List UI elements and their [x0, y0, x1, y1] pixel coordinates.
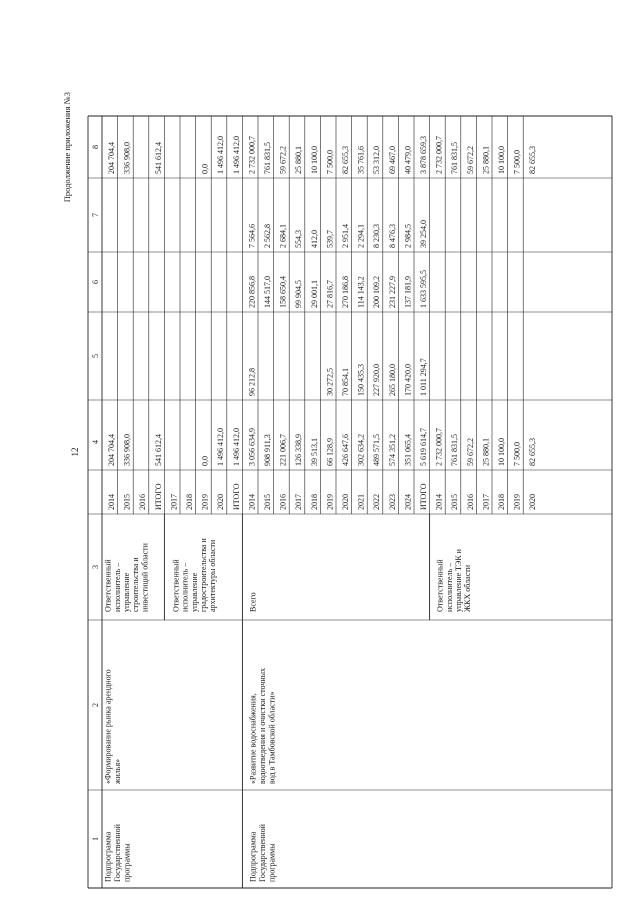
subprogram1-col1-line: Подпрограмма — [103, 831, 113, 882]
sp2-row-11-col4: 5 619 614,7 — [419, 428, 428, 466]
sp2-row-6-col8: 82 655,3 — [341, 146, 350, 174]
sp2-row-2-year: 2016 — [278, 494, 288, 510]
sp2-row-1-col7: 2 562,8 — [263, 224, 272, 248]
sp2-row-6-col7: 2 951,4 — [341, 224, 350, 248]
sp1-row-8-col8: 1 496 412,0 — [231, 136, 241, 174]
sp1-row-7-year: 2020 — [216, 494, 226, 510]
sp1-row-6-col4: 0,0 — [200, 456, 210, 466]
sp2-row-10-col5: 170 420,0 — [403, 364, 413, 396]
sp2-row-10-col8: 40 479,0 — [403, 146, 413, 174]
column-number-6: 6 — [91, 280, 100, 284]
sp2-row-7-year: 2021 — [356, 494, 366, 510]
sp2-row-12-col8: 2 732 000,7 — [434, 136, 444, 174]
sp1-row-8-year: ИТОГО — [231, 483, 241, 510]
sp2-row-14-year: 2016 — [465, 494, 475, 510]
sp2-row-7-col5: 150 435,3 — [356, 364, 366, 396]
sp2-row-18-col4: 82 655,3 — [528, 438, 538, 466]
subprogram2-col1-line: программы — [267, 843, 277, 882]
column-number-5: 5 — [91, 354, 100, 358]
sp2-row-9-col4: 574 351,2 — [387, 434, 397, 466]
executor-construction-line: управление — [122, 572, 131, 612]
sp2-row-14-col8: 59 672,2 — [465, 146, 475, 174]
sp2-row-10-col6: 137 181,9 — [403, 276, 413, 308]
sp2-row-5-col6: 27 816,7 — [325, 280, 335, 308]
sp2-row-3-col6: 99 904,5 — [294, 280, 304, 308]
sp1-row-1-year: 2015 — [122, 494, 132, 510]
sp2-row-18-year: 2020 — [528, 494, 538, 510]
sp2-row-9-year: 2023 — [387, 494, 397, 510]
sp2-row-17-year: 2019 — [512, 494, 522, 510]
sp2-row-8-col8: 53 312,0 — [372, 146, 382, 174]
sp1-row-3-col4: 541 612,4 — [153, 434, 163, 466]
executor-tek-zhkh-line: Ответственный — [435, 559, 445, 612]
sp2-row-0-col6: 220 856,8 — [247, 276, 257, 308]
sp2-row-4-year: 2018 — [309, 494, 319, 510]
sp2-row-4-col6: 29 001,1 — [309, 280, 319, 308]
sp1-row-0-col4: 204 704,4 — [107, 434, 116, 466]
continuation-note: Продолжение приложения №3 — [62, 92, 72, 203]
sp2-row-5-col5: 30 272,5 — [325, 368, 335, 396]
sp2-row-1-col8: 761 831,5 — [263, 142, 272, 174]
executor-architecture-line: управление — [189, 572, 199, 612]
subprogram1-col1-line: программы — [122, 843, 132, 882]
subprogram2-col1-line: Подпрограмма — [248, 831, 258, 882]
column-number-8: 8 — [91, 145, 100, 149]
subprogram1-col2-line: жилья» — [113, 758, 123, 784]
sp2-row-8-col5: 227 920,0 — [372, 364, 382, 396]
column-number-4: 4 — [91, 440, 100, 444]
sp2-row-3-year: 2017 — [294, 494, 304, 510]
sp2-row-13-col8: 761 831,5 — [450, 142, 460, 174]
sp2-row-5-col8: 7 500,0 — [325, 150, 335, 174]
sp1-row-3-col8: 541 612,4 — [153, 142, 163, 174]
sp2-row-1-col6: 144 517,0 — [263, 276, 272, 308]
subprogram2-col2-line: водоотведения и очистки сточных — [257, 668, 267, 784]
sp2-row-6-col5: 70 854,1 — [341, 368, 350, 396]
sp2-row-13-col4: 761 831,5 — [450, 434, 460, 466]
sp1-row-4-year: 2017 — [169, 494, 179, 510]
sp2-row-16-col4: 10 100,0 — [497, 438, 506, 466]
sp2-row-15-year: 2017 — [481, 494, 491, 510]
executor-architecture-line: исполнитель – — [180, 562, 190, 612]
sp1-row-6-col8: 0,0 — [200, 164, 210, 174]
sp2-row-17-col8: 7 500,0 — [512, 150, 522, 174]
page-number: 12 — [70, 447, 80, 457]
sp1-row-0-col8: 204 704,4 — [107, 142, 116, 174]
sp2-row-8-col6: 200 109,2 — [372, 276, 382, 308]
sp2-row-7-col8: 35 761,6 — [356, 146, 366, 174]
sp2-row-0-col8: 2 732 000,7 — [247, 136, 257, 174]
sp2-row-9-col7: 8 476,3 — [387, 224, 397, 248]
sp2-row-0-col5: 96 212,8 — [247, 368, 257, 396]
executor-construction-line: инвестиций области — [140, 543, 150, 612]
executor-construction-line: строительства и — [131, 557, 141, 612]
sp2-row-0-col7: 7 564,6 — [247, 224, 257, 248]
sp2-row-2-col4: 221 006,7 — [278, 434, 288, 466]
sp2-row-6-year: 2020 — [341, 494, 350, 510]
sp2-row-4-col8: 10 100,0 — [309, 146, 319, 174]
sp1-row-7-col8: 1 496 412,0 — [216, 136, 226, 174]
sp2-row-5-col7: 539,7 — [325, 230, 335, 248]
sp2-row-15-col4: 25 880,1 — [481, 438, 491, 466]
sp2-row-10-col4: 351 065,4 — [403, 434, 413, 466]
sp2-row-6-col4: 426 647,6 — [341, 434, 350, 466]
sp2-row-2-col8: 59 672,2 — [278, 146, 288, 174]
column-number-1: 1 — [91, 837, 100, 841]
sp2-row-11-col8: 3 878 659,3 — [419, 136, 428, 174]
executor-construction-line: Ответственный — [103, 559, 113, 612]
executor-tek-zhkh-line: ЖКХ области — [463, 564, 473, 612]
subprogram2-col2-line: «Развитие водоснабжения, — [248, 693, 258, 784]
sp2-row-2-col7: 2 684,1 — [278, 224, 288, 248]
sp2-row-7-col4: 302 634,2 — [356, 434, 366, 466]
sp2-row-3-col4: 126 338,9 — [294, 434, 304, 466]
sp2-row-0-year: 2014 — [247, 494, 257, 510]
sp1-row-1-col8: 336 908,0 — [122, 142, 132, 174]
sp2-row-17-col4: 7 500,0 — [512, 442, 522, 466]
sp2-row-1-col4: 908 911,3 — [263, 434, 272, 466]
sp2-row-2-col6: 158 650,4 — [278, 276, 288, 308]
sp1-row-5-year: 2018 — [185, 494, 194, 510]
sp2-row-4-col7: 412,0 — [309, 230, 319, 248]
executor-tek-zhkh-line: управление ТЭК и — [454, 549, 463, 612]
sp2-row-11-col5: 1 011 294,7 — [419, 358, 428, 396]
sp2-row-3-col7: 554,3 — [294, 230, 304, 248]
sp2-row-9-col6: 231 227,9 — [387, 276, 397, 308]
sp2-row-16-year: 2018 — [497, 494, 506, 510]
sp2-row-9-col5: 265 180,0 — [387, 364, 397, 396]
sp2-row-11-col6: 1 633 595,5 — [419, 270, 428, 308]
sp1-row-2-year: 2016 — [138, 494, 148, 510]
sp2-row-0-col4: 3 056 634,9 — [247, 428, 257, 466]
executor-architecture-line: архитектуры области — [208, 539, 218, 612]
sp2-row-10-col7: 2 984,5 — [403, 224, 413, 248]
sp1-row-6-year: 2019 — [200, 494, 210, 510]
sp2-row-7-col7: 2 294,1 — [356, 224, 366, 248]
sp1-row-1-col4: 336 908,0 — [122, 434, 132, 466]
sp2-row-7-col6: 114 143,2 — [356, 276, 366, 308]
sp2-row-12-year: 2014 — [434, 494, 444, 510]
total-label: Всего — [248, 592, 258, 612]
sp2-row-8-col4: 489 571,5 — [372, 434, 382, 466]
executor-construction-line: исполнитель – — [112, 562, 122, 612]
column-number-3: 3 — [91, 565, 100, 569]
sp2-row-8-year: 2022 — [372, 494, 382, 510]
sp2-row-5-col4: 66 128,9 — [325, 438, 335, 466]
sp1-row-7-col4: 1 496 412,0 — [216, 428, 226, 466]
sp1-row-3-year: ИТОГО — [153, 483, 163, 510]
sp2-row-13-year: 2015 — [450, 494, 460, 510]
column-number-2: 2 — [91, 703, 100, 707]
sp2-row-12-col4: 2 732 000,7 — [434, 428, 444, 466]
sp2-row-9-col8: 69 467,0 — [387, 146, 397, 174]
sp2-row-11-col7: 39 254,0 — [419, 220, 428, 248]
subprogram1-col1-line: Государственной — [113, 824, 123, 882]
sp2-row-18-col8: 82 655,3 — [528, 146, 538, 174]
sp2-row-5-year: 2019 — [325, 494, 335, 510]
column-number-7: 7 — [91, 213, 100, 217]
sp2-row-15-col8: 25 880,1 — [481, 146, 491, 174]
sp2-row-11-year: ИТОГО — [419, 483, 428, 510]
sp1-row-8-col4: 1 496 412,0 — [231, 428, 241, 466]
sp2-row-3-col8: 25 880,1 — [294, 146, 304, 174]
sp2-row-6-col6: 270 186,8 — [341, 276, 350, 308]
sp1-row-0-year: 2014 — [107, 494, 116, 510]
subprogram2-col2-line: вод в Тамбовской области» — [267, 691, 277, 784]
executor-architecture-line: Ответственный — [171, 559, 181, 612]
sp2-row-1-year: 2015 — [263, 494, 272, 510]
executor-architecture-line: градостроительства и — [199, 538, 208, 612]
subprogram2-col1-line: Государственной — [257, 824, 267, 882]
sp2-row-16-col8: 10 100,0 — [497, 146, 506, 174]
sp2-row-8-col7: 8 230,3 — [372, 224, 382, 248]
subprogram1-col2-line: «Формирование рынка арендного — [103, 669, 113, 784]
executor-tek-zhkh-line: исполнитель – — [444, 562, 454, 612]
sp2-row-14-col4: 59 672,2 — [465, 438, 475, 466]
sp2-row-10-year: 2024 — [403, 494, 413, 510]
sp2-row-4-col4: 39 513,1 — [309, 438, 319, 466]
